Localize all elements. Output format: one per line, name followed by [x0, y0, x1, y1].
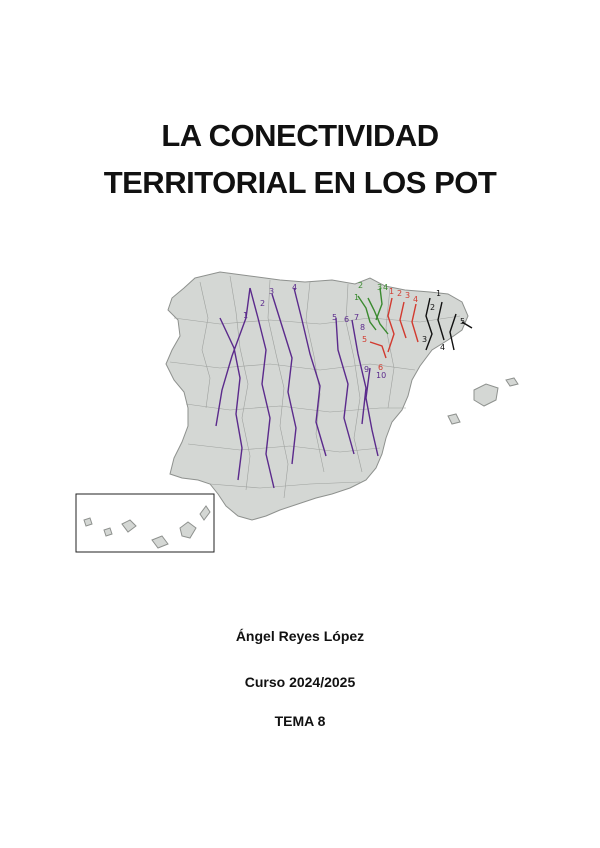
- black-label-2: 2: [430, 303, 436, 312]
- black-label-5: 5: [460, 317, 466, 326]
- red-label-5: 5: [362, 335, 368, 344]
- black-label-1: 1: [436, 289, 442, 298]
- red-label-1: 1: [389, 287, 395, 296]
- title-line-1: LA CONECTIVIDAD: [161, 118, 439, 153]
- topic-number: TEMA 8: [274, 713, 326, 729]
- purple-label-3: 3: [269, 287, 275, 296]
- purple-label-4: 4: [292, 283, 298, 292]
- purple-label-7: 7: [354, 313, 360, 322]
- author-name: Ángel Reyes López: [235, 628, 365, 644]
- green-label-3: 3: [377, 283, 383, 292]
- black-label-3: 3: [422, 335, 428, 344]
- title-line-2: TERRITORIAL EN LOS POT: [103, 165, 497, 200]
- purple-label-8: 8: [360, 323, 366, 332]
- green-label-2: 2: [358, 281, 364, 290]
- purple-label-1: 1: [243, 311, 249, 320]
- balearic-islands: [448, 378, 518, 424]
- purple-label-9: 9: [364, 365, 370, 374]
- peninsula-land: [166, 272, 468, 520]
- purple-label-5: 5: [332, 313, 338, 322]
- purple-label-10: 10: [376, 371, 387, 380]
- red-label-2: 2: [397, 289, 403, 298]
- spain-rivers-map: [70, 258, 530, 558]
- canary-islands-inset: [76, 494, 214, 552]
- purple-label-2: 2: [260, 299, 266, 308]
- purple-label-6: 6: [344, 315, 350, 324]
- course-year: Curso 2024/2025: [244, 674, 356, 690]
- red-label-4: 4: [413, 295, 419, 304]
- black-label-4: 4: [440, 343, 446, 352]
- red-label-6: 6: [378, 363, 384, 372]
- green-label-1: 1: [354, 293, 360, 302]
- green-label-4: 4: [383, 283, 389, 292]
- red-label-3: 3: [405, 291, 411, 300]
